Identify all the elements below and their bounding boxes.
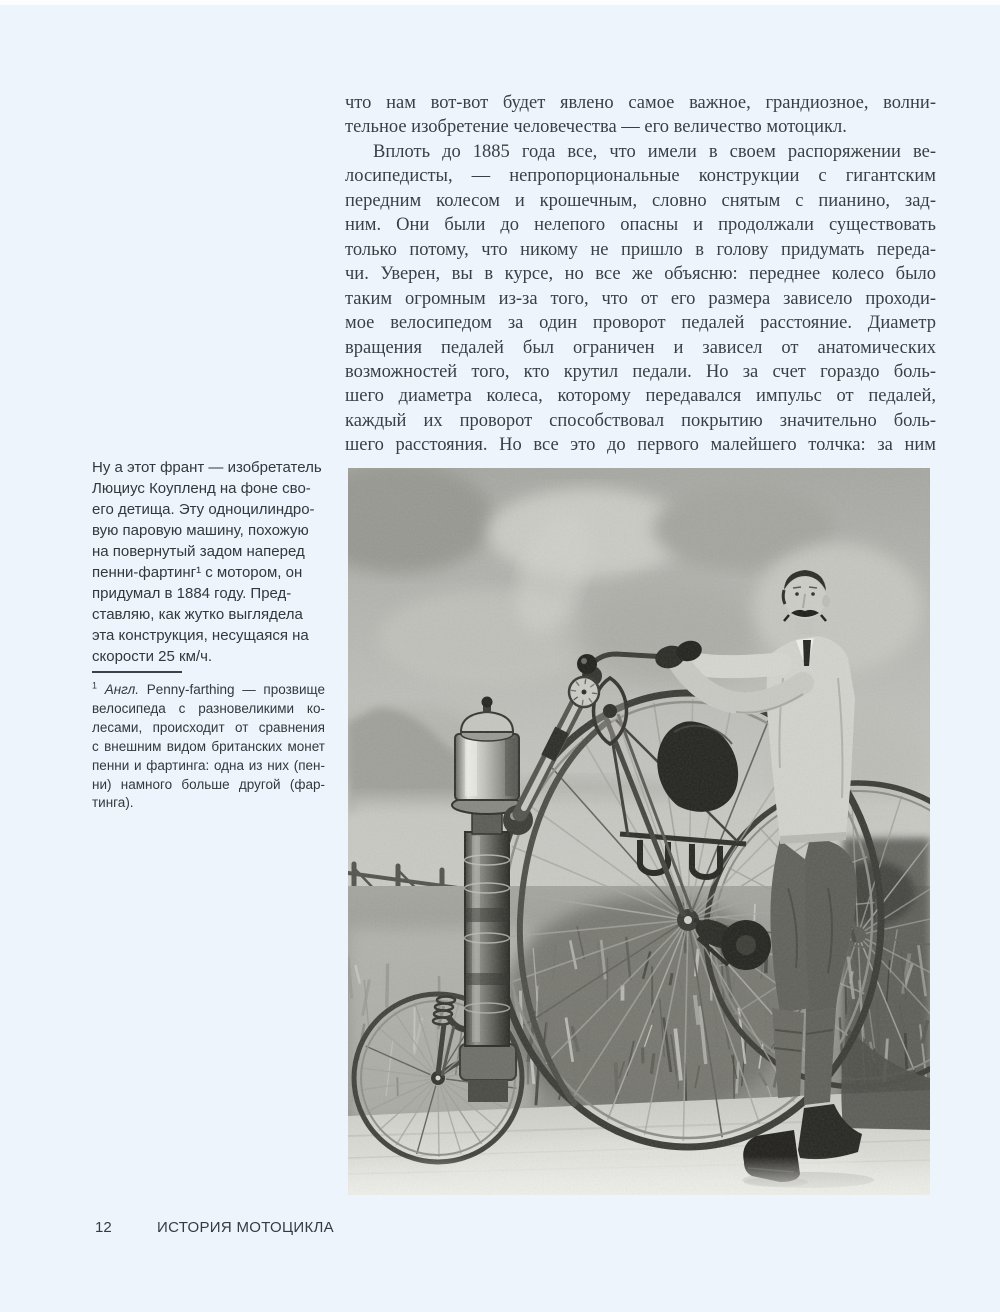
caption-line: на повернутый задом наперед (92, 543, 305, 560)
body-line: только потому, что никому не пришло в голову придумать переда- (345, 239, 936, 260)
caption-line: Люциус Коупленд на фоне сво- (92, 480, 311, 497)
caption-line: вую паровую машину, похожую (92, 522, 309, 539)
page-footer (0, 1218, 1000, 1240)
footnote-line: пенни и фартинга: одна из них (пен- (92, 757, 325, 773)
footnote-line: лесами, происходит от сравнения (92, 719, 325, 735)
body-line: шего диаметра колеса, которому передавался импульс от педалей, (345, 386, 936, 407)
caption-line: Ну а этот франт — изобретатель (92, 459, 322, 476)
footnote-line: тинга). (92, 795, 134, 811)
footnote (92, 681, 325, 813)
footnote-line: велосипеда с разновеликими ко- (92, 700, 325, 716)
body-line: возможностей того, кто крутил педали. Но за счет гораздо боль- (345, 361, 936, 382)
photo-caption (92, 457, 326, 667)
body-line: шего расстояния. Но все это до первого малейшего толчка: за ним (345, 435, 936, 456)
caption-line: пенни-фартинг¹ с мотором, он (92, 564, 303, 581)
footnote-lang-label: Англ. (104, 682, 140, 697)
caption-line: ставляю, как жутко выглядела (92, 606, 303, 623)
page-number: 12 (95, 1219, 112, 1236)
body-line: Вплоть до 1885 года все, что имели в своем распоряжении ве- (373, 141, 936, 162)
body-line: таким огромным из-за того, что от его размера зависело проходи- (345, 288, 936, 309)
footnote-line: ни) намного больше другой (фар- (92, 776, 325, 792)
caption-line: его детища. Эту одноцилиндро- (92, 501, 315, 518)
footnote-line: с внешним видом британских монет (92, 738, 325, 754)
footnote-marker: 1 (92, 680, 98, 691)
footnote-text: Penny-farthing — прозвище (146, 682, 325, 697)
page-edge (0, 0, 1000, 5)
caption-line: придумал в 1884 году. Пред- (92, 585, 292, 602)
body-line: вращения педалей был ограничен и зависел от анатомических (345, 337, 936, 358)
caption-line: эта конструкция, несущаяся на (92, 627, 309, 644)
body-line: тельное изобретение человечества — его величество мотоцикл. (345, 117, 847, 138)
photo (348, 468, 930, 1195)
body-line: мое велосипедом за один проворот педалей расстояние. Диаметр (345, 313, 936, 334)
body-text (345, 91, 936, 458)
footnote-rule (92, 671, 182, 673)
body-line: каждый их проворот способствовал покрытию значительно боль- (345, 410, 936, 431)
body-line: ним. Они были до нелепого опасны и продолжали существовать (345, 215, 936, 236)
body-line: передним колесом и крошечным, словно снятым с пианино, зад- (345, 190, 936, 211)
running-title: ИСТОРИЯ МОТОЦИКЛА (157, 1219, 334, 1236)
photo-illustration (348, 468, 930, 1195)
body-line: что нам вот-вот будет явлено самое важное, грандиозное, волни- (345, 93, 936, 113)
body-line: лосипедисты, — непропорциональные конструкции с гигантским (345, 166, 936, 187)
film-grain (348, 468, 930, 1195)
body-line: чи. Уверен, вы в курсе, но все же объясню: переднее колесо было (345, 264, 936, 285)
caption-line: скорости 25 км/ч. (92, 648, 213, 665)
footnote-line (92, 681, 325, 700)
